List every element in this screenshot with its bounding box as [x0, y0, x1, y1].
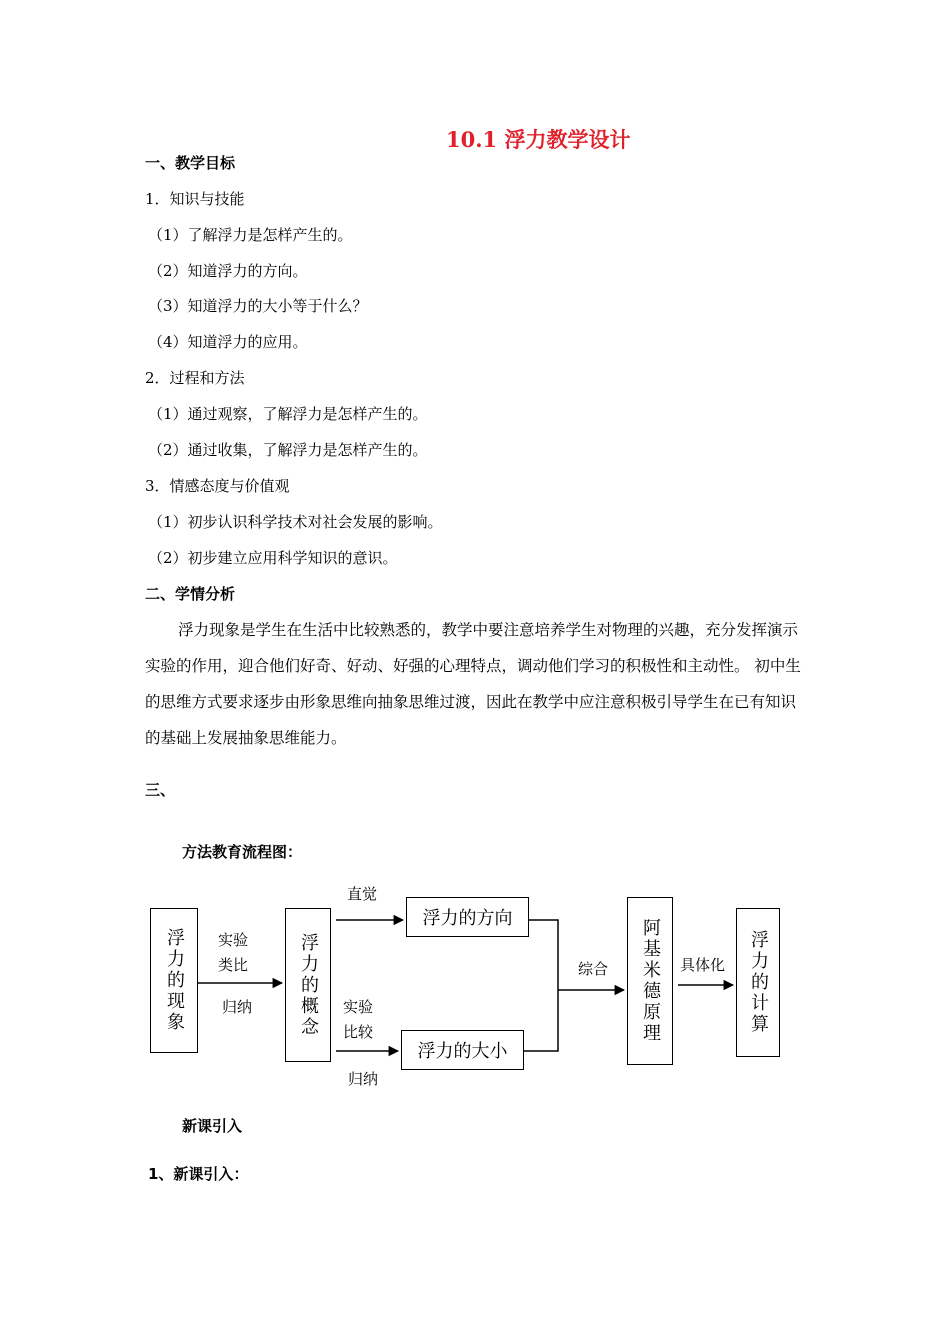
list-item: （4）知道浮力的应用。 [148, 333, 308, 351]
label-intuition: 直觉 [347, 885, 378, 903]
box-magnitude: 浮力的大小 [401, 1030, 524, 1070]
box-phenomenon: 浮力的现象 [150, 908, 198, 1053]
label-induction: 归纳 [348, 1070, 379, 1088]
section-heading-three: 三、 [145, 781, 176, 799]
section-heading-objectives: 一、教学目标 [145, 154, 236, 172]
label-concretize: 具体化 [680, 956, 726, 974]
label-induction: 归纳 [222, 998, 253, 1016]
list-item: （1）了解浮力是怎样产生的。 [148, 226, 353, 244]
list-item: （3）知道浮力的大小等于什么？ [148, 297, 368, 315]
new-lesson-heading: 新课引入 [182, 1117, 243, 1135]
box-calculation: 浮力的计算 [736, 908, 780, 1057]
page-title: 10.1 浮力教学设计 [446, 127, 631, 152]
subheading-process: 2．过程和方法 [145, 369, 245, 387]
box-direction: 浮力的方向 [406, 897, 529, 937]
box-archimedes: 阿基米德原理 [627, 897, 673, 1065]
analysis-paragraph: 浮力现象是学生在生活中比较熟悉的，教学中要注意培养学生对物理的兴趣，充分发挥演示实验的作用，迎合他们好奇、好动、好强的心理特点，调动他们学习的积极性和主动性。 初中生的思维方式要求逐步由形象思维向抽象思维过渡，因此在教学中应注意积极引导学生在已有知识的基础上发展抽象思维能力。 [145, 621, 801, 747]
list-item: （1）初步认识科学技术对社会发展的影响。 [148, 513, 443, 531]
section-heading-analysis: 二、学情分析 [145, 585, 236, 603]
new-lesson-item: 1、新课引入： [148, 1165, 249, 1183]
merge-lines [524, 920, 558, 1051]
label-experiment-compare: 实验 比较 [343, 998, 374, 1041]
list-item: （2）初步建立应用科学知识的意识。 [148, 549, 398, 567]
label-experiment-analogy: 实验 类比 [218, 931, 249, 974]
list-item: （1）通过观察，了解浮力是怎样产生的。 [148, 405, 428, 423]
list-item: （2）通过收集，了解浮力是怎样产生的。 [148, 441, 428, 459]
list-item: （2）知道浮力的方向。 [148, 262, 308, 280]
subheading-knowledge: 1．知识与技能 [145, 190, 245, 208]
box-concept: 浮力的概念 [285, 908, 331, 1062]
flowchart-title: 方法教育流程图： [182, 843, 303, 861]
label-synthesis: 综合 [578, 960, 609, 978]
subheading-attitude: 3．情感态度与价值观 [145, 477, 290, 495]
